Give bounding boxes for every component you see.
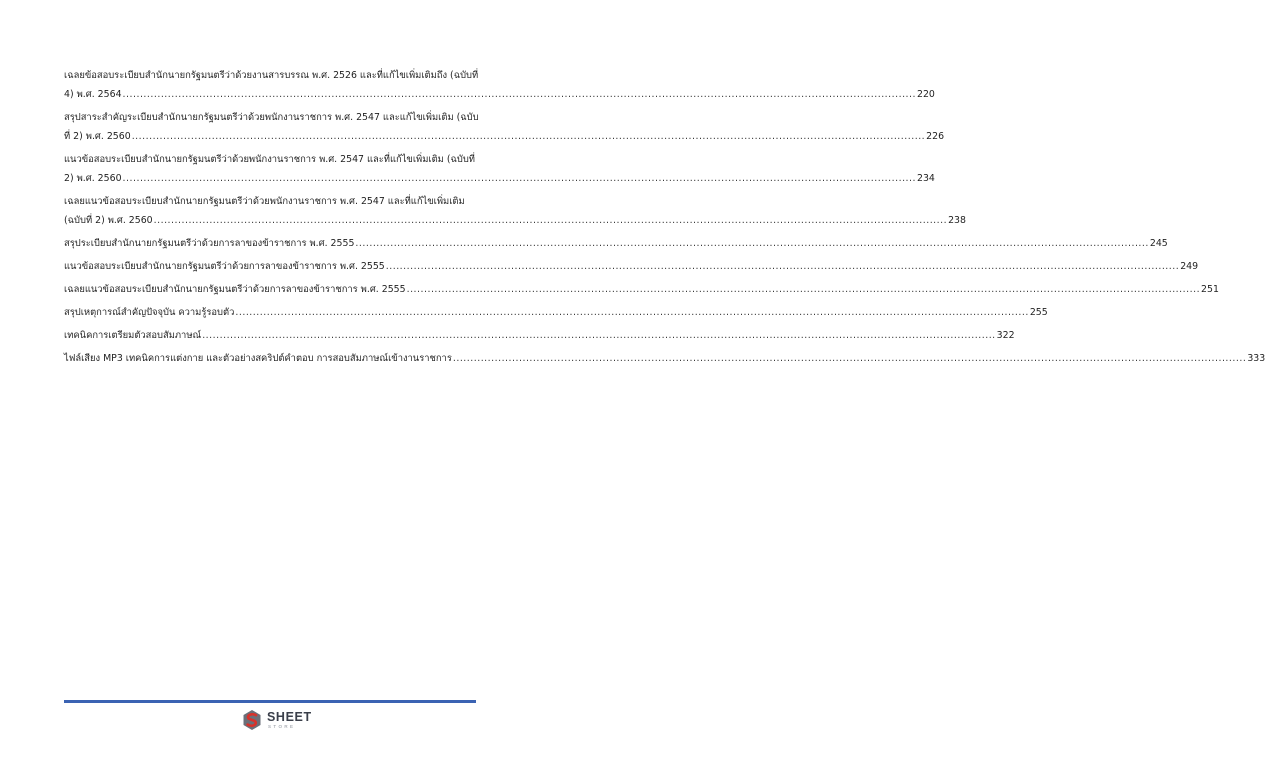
dot-leader — [235, 303, 1028, 322]
dot-leader — [123, 169, 916, 188]
toc-entry-title: ไฟล์เสียง MP3 เทคนิคการแต่งกาย และตัวอย่างสคริปต์คำตอบ การสอบสัมภาษณ์เข้างานราชการ — [64, 353, 452, 364]
toc-entry[interactable] — [64, 108, 945, 146]
toc-entry-title: เฉลยแนวข้อสอบระเบียบสำนักนายกรัฐมนตรีว่าด้วยการลาของข้าราชการ พ.ศ. 2555 — [64, 284, 406, 295]
toc-entry[interactable] — [64, 326, 1015, 345]
toc-entry[interactable] — [64, 349, 1265, 368]
toc-entry[interactable] — [64, 234, 1168, 253]
toc-entry-title-continued: 4) พ.ศ. 2564 — [64, 89, 122, 100]
toc-page-number: 249 — [1180, 261, 1199, 272]
toc-page-number: 245 — [1149, 238, 1168, 249]
toc-entry-title: เฉลยข้อสอบระเบียบสำนักนายกรัฐมนตรีว่าด้วยงานสารบรรณ พ.ศ. 2526 และที่แก้ไขเพิ่มเติมถึง (ฉบับที่ — [64, 70, 479, 81]
toc-entry-title: สรุปสาระสำคัญระเบียบสำนักนายกรัฐมนตรีว่าด้วยพนักงานราชการ พ.ศ. 2547 และแก้ไขเพิ่มเติม (ฉบับ — [64, 112, 479, 123]
toc-entry-title: สรุประเบียบสำนักนายกรัฐมนตรีว่าด้วยการลาของข้าราชการ พ.ศ. 2555 — [64, 238, 355, 249]
dot-leader — [355, 234, 1148, 253]
toc-page-number: 226 — [926, 131, 945, 142]
toc-entry[interactable] — [64, 150, 935, 188]
toc-entry[interactable] — [64, 303, 1048, 322]
toc-page-number: 238 — [948, 215, 966, 226]
toc-entry-title: เฉลยแนวข้อสอบระเบียบสำนักนายกรัฐมนตรีว่าด้วยพนักงานราชการ พ.ศ. 2547 และที่แก้ไขเพิ่มเติม — [64, 196, 465, 207]
toc-page-number: 234 — [917, 173, 935, 184]
toc-entry-title-continued: 2) พ.ศ. 2560 — [64, 173, 122, 184]
logo-sub-text: STORE — [268, 723, 296, 729]
toc-entry-title-continued: (ฉบับที่ 2) พ.ศ. 2560 — [64, 215, 153, 226]
toc-entry-title: สรุปเหตุการณ์สำคัญปัจจุบัน ความรู้รอบตัว — [64, 307, 235, 318]
dot-leader — [154, 211, 947, 230]
toc-entry[interactable] — [64, 280, 1219, 299]
toc-page-number: 255 — [1029, 307, 1048, 318]
toc-entry[interactable] — [64, 192, 966, 230]
table-of-contents — [64, 66, 1265, 372]
dot-leader — [386, 257, 1179, 276]
logo-brand-text: SHEET — [267, 710, 312, 724]
dot-leader — [202, 326, 995, 345]
dot-leader — [407, 280, 1200, 299]
toc-page-number: 322 — [996, 330, 1015, 341]
toc-entry[interactable] — [64, 66, 935, 104]
toc-entry[interactable] — [64, 257, 1199, 276]
toc-page-number: 333 — [1247, 353, 1265, 364]
dot-leader — [132, 127, 925, 146]
toc-entry-title-continued: ที่ 2) พ.ศ. 2560 — [64, 131, 131, 142]
toc-entry-title: เทคนิคการเตรียมตัวสอบสัมภาษณ์ — [64, 330, 202, 341]
dot-leader — [453, 349, 1246, 368]
toc-entry-title: แนวข้อสอบระเบียบสำนักนายกรัฐมนตรีว่าด้วยการลาของข้าราชการ พ.ศ. 2555 — [64, 261, 385, 272]
dot-leader — [123, 85, 916, 104]
sheet-store-logo — [242, 709, 312, 731]
footer-divider — [64, 700, 476, 703]
sheet-store-logo-icon — [242, 709, 262, 731]
toc-page-number: 251 — [1201, 284, 1219, 295]
toc-page-number: 220 — [917, 89, 935, 100]
toc-entry-title: แนวข้อสอบระเบียบสำนักนายกรัฐมนตรีว่าด้วยพนักงานราชการ พ.ศ. 2547 และที่แก้ไขเพิ่มเติม (ฉบับที่ — [64, 154, 475, 165]
